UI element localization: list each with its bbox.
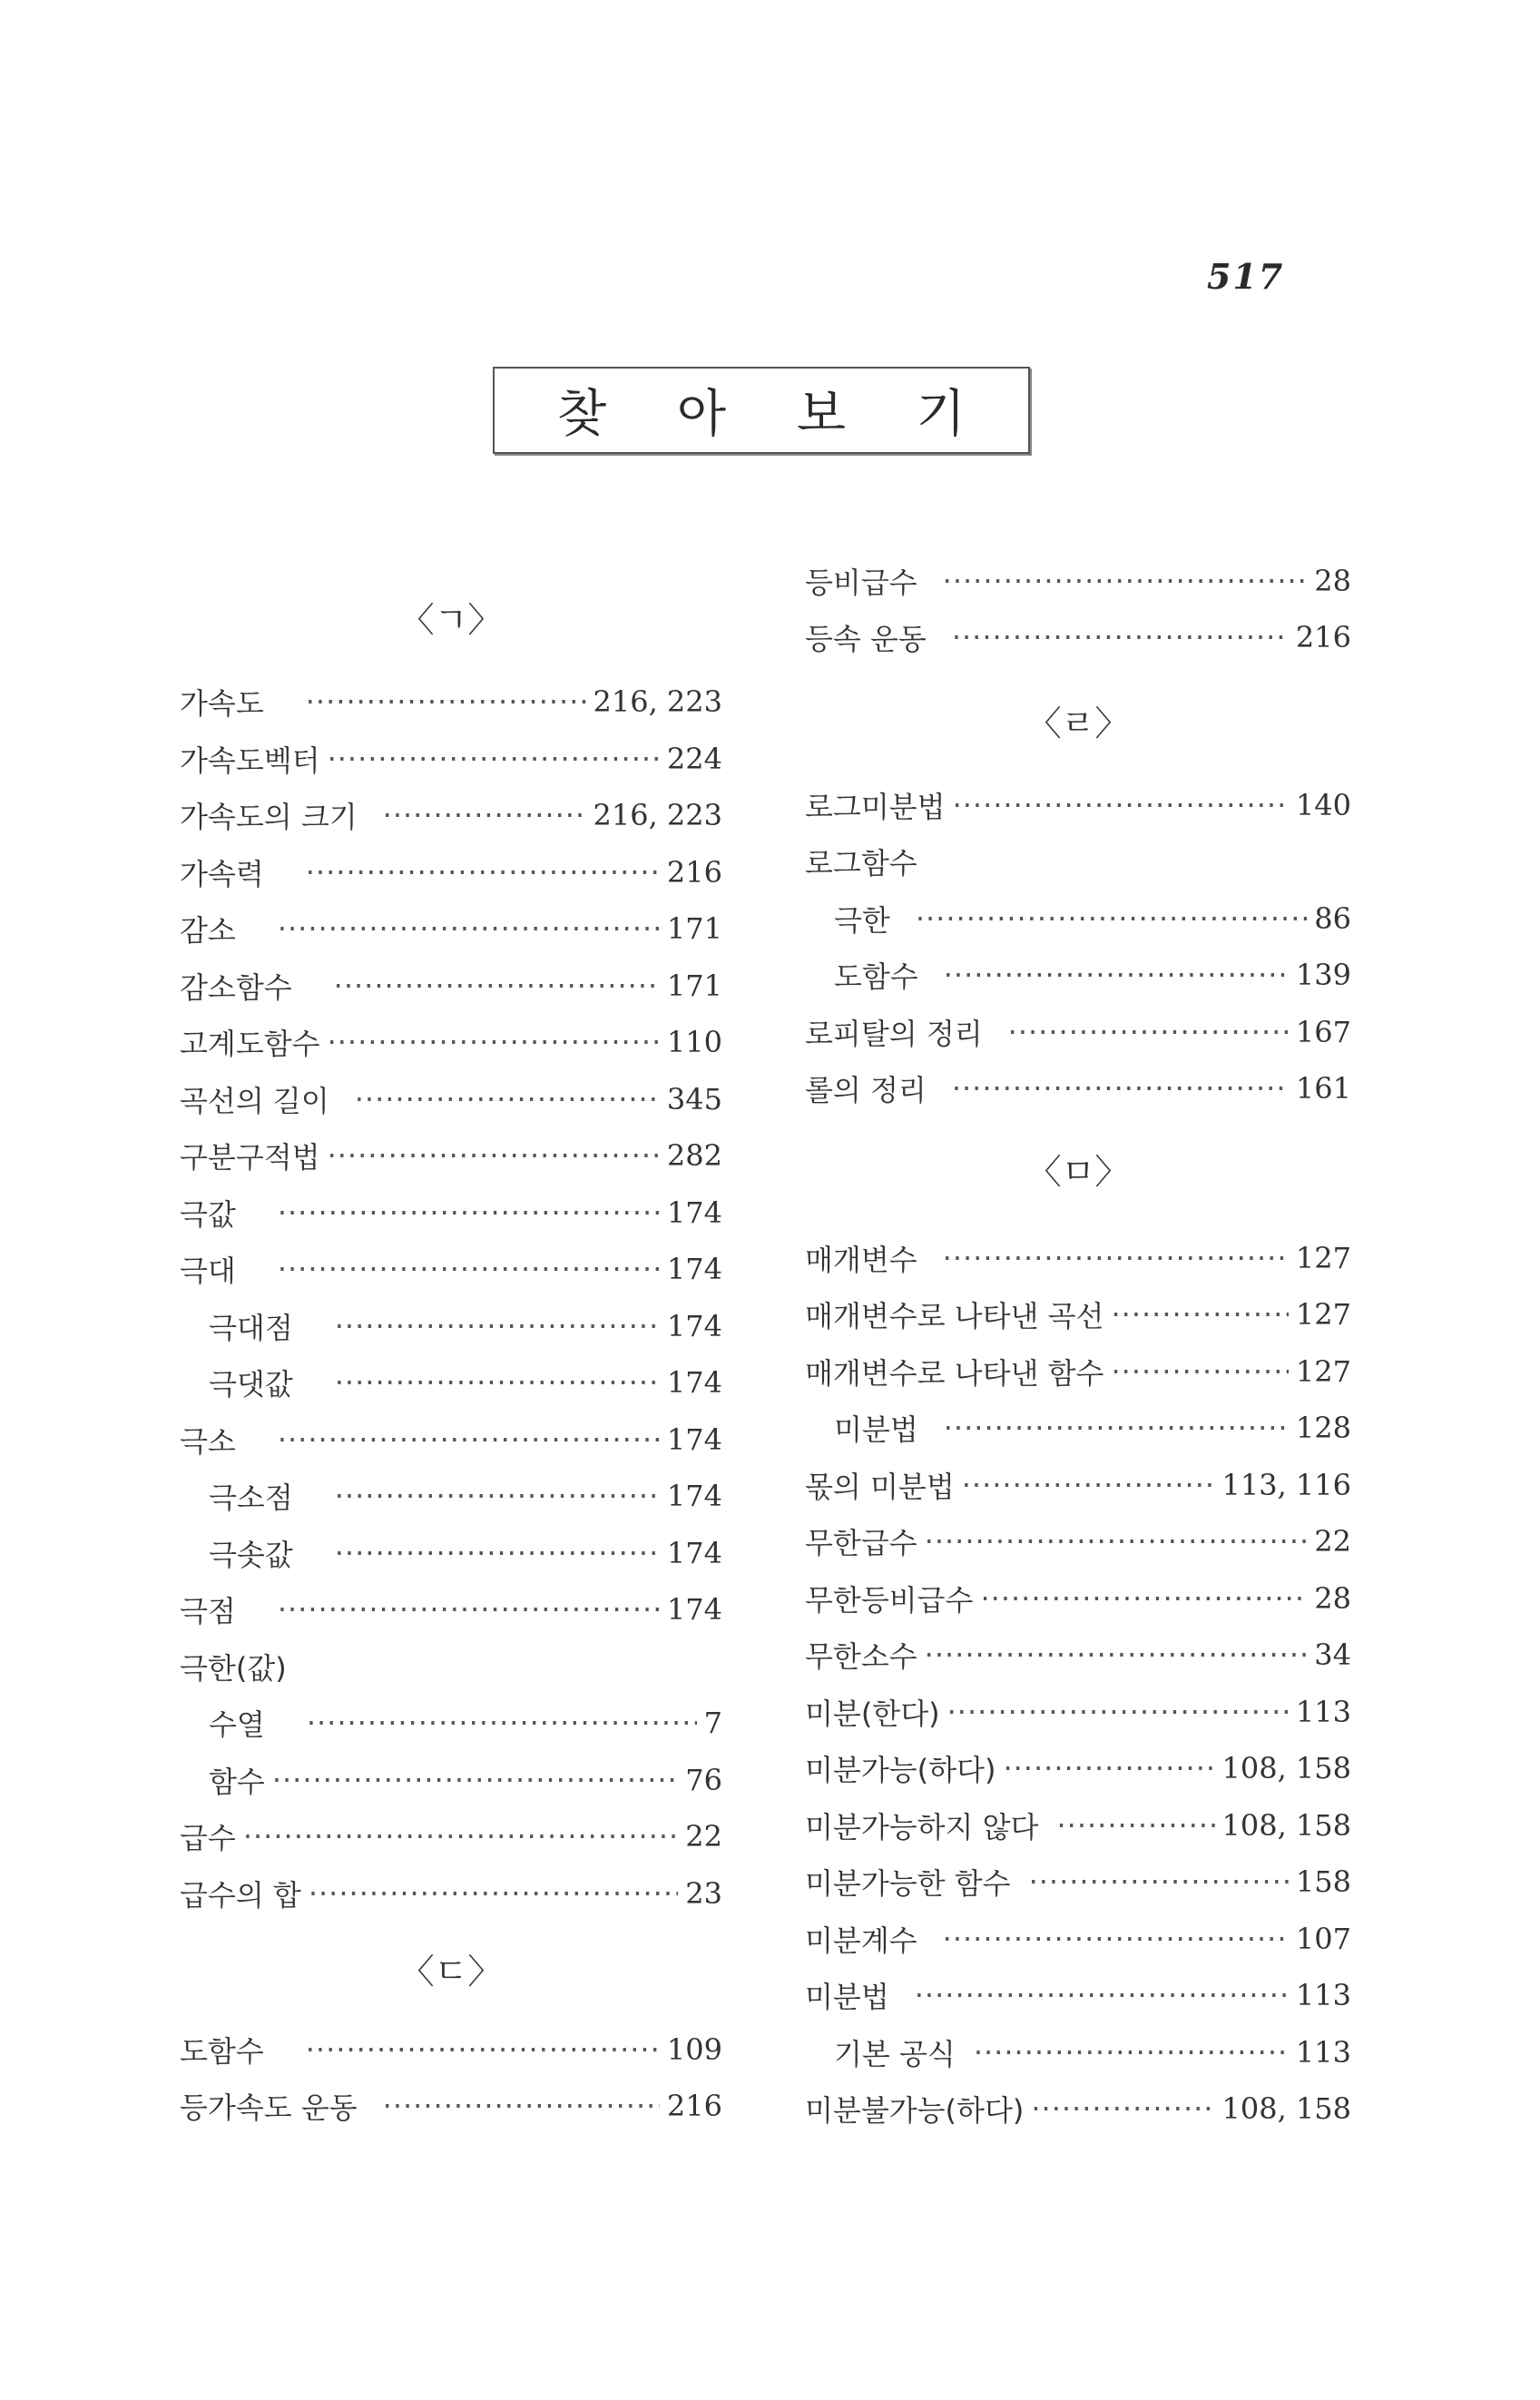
- section-heading-mieum: 〈ㅁ〉: [1026, 1151, 1130, 1192]
- index-entry: [180, 1190, 722, 1235]
- page-ref: 107: [1295, 1922, 1351, 1956]
- index-term: 무한급수: [805, 1526, 917, 1560]
- page-ref: 216, 223: [593, 684, 722, 719]
- index-term: 미분가능한 함수: [805, 1866, 1011, 1901]
- index-subentry: [834, 2030, 1351, 2075]
- leader-dots: [974, 2035, 1289, 2070]
- leader-dots: [335, 1365, 660, 1400]
- leader-dots: [980, 1581, 1307, 1616]
- index-term: 가속력: [180, 857, 264, 891]
- page-ref: 110: [666, 1025, 722, 1059]
- leader-dots: [306, 684, 586, 719]
- page-ref: 216: [1295, 620, 1351, 654]
- leader-dots: [278, 1422, 660, 1457]
- index-entry: [805, 1576, 1351, 1621]
- index-entry: [180, 1077, 722, 1122]
- page-ref: 171: [666, 911, 722, 946]
- index-entry: [805, 1689, 1351, 1735]
- page-ref: 174: [666, 1592, 722, 1627]
- page-ref: 127: [1295, 1241, 1351, 1275]
- page-ref: 216: [666, 855, 722, 890]
- leader-dots: [944, 958, 1289, 992]
- leader-dots: [952, 620, 1289, 654]
- index-entry: [805, 1859, 1351, 1904]
- index-term: 구분구적법: [180, 1140, 320, 1175]
- index-entry: [180, 2083, 722, 2129]
- index-term: 극한(값): [180, 1651, 287, 1686]
- page-ref: 23: [685, 1876, 722, 1911]
- index-entry: [805, 558, 1351, 604]
- index-term: 급수의 합: [180, 1878, 301, 1913]
- page-ref: 108, 158: [1221, 1751, 1351, 1785]
- page-ref: 28: [1314, 1581, 1351, 1616]
- leader-dots: [1056, 1808, 1214, 1843]
- page-ref: 7: [703, 1706, 722, 1740]
- page-ref: 167: [1295, 1015, 1351, 1049]
- index-term: 극한: [834, 903, 890, 938]
- index-term: 가속도: [180, 686, 264, 721]
- leader-dots: [306, 2032, 660, 2067]
- index-term: 극댓값: [209, 1367, 293, 1402]
- leader-dots: [334, 969, 660, 1003]
- index-entry: [805, 1803, 1351, 1848]
- index-entry: [805, 615, 1351, 660]
- page-number: 517: [1207, 256, 1285, 297]
- leader-dots: [307, 1706, 697, 1740]
- section-heading-giyeok: 〈ㄱ〉: [399, 599, 503, 640]
- page-ref: 174: [666, 1309, 722, 1343]
- index-entry: [805, 782, 1351, 828]
- index-subentry: [209, 1700, 722, 1746]
- section-heading-rieul: 〈ㄹ〉: [1026, 703, 1130, 743]
- index-entry: [180, 736, 722, 782]
- page-ref: 113, 116: [1221, 1468, 1351, 1502]
- leader-dots: [328, 742, 660, 776]
- index-entry: [180, 1587, 722, 1632]
- index-term: 미분가능하지 않다: [805, 1810, 1039, 1844]
- leader-dots: [1029, 1864, 1289, 1899]
- index-entry: [805, 1009, 1351, 1055]
- index-entry: [180, 850, 722, 895]
- index-term: 매개변수로 나타낸 함수: [805, 1356, 1104, 1391]
- leader-dots: [943, 1241, 1289, 1275]
- leader-dots: [335, 1309, 660, 1343]
- index-entry: [805, 1519, 1351, 1564]
- page-ref: 139: [1295, 958, 1351, 992]
- index-term: 극대점: [209, 1311, 293, 1345]
- index-entry: [805, 839, 1351, 884]
- page-ref: 216, 223: [593, 798, 722, 832]
- index-entry: [805, 1066, 1351, 1111]
- leader-dots: [962, 1468, 1215, 1502]
- index-term: 극솟값: [209, 1538, 293, 1572]
- leader-dots: [272, 1763, 678, 1797]
- index-entry: [180, 1814, 722, 1859]
- index-subentry: [209, 1360, 722, 1405]
- leader-dots: [383, 2089, 660, 2123]
- page-ref: 113: [1295, 2035, 1351, 2070]
- index-term: 가속도의 크기: [180, 800, 358, 834]
- leader-dots: [952, 1071, 1289, 1106]
- leader-dots: [1008, 1015, 1289, 1049]
- index-entry: [805, 1746, 1351, 1791]
- leader-dots: [1111, 1354, 1288, 1389]
- leader-dots: [309, 1876, 678, 1911]
- index-term: 롤의 정리: [805, 1073, 927, 1107]
- page-ref: 174: [666, 1536, 722, 1570]
- page-ref: 140: [1295, 788, 1351, 822]
- index-entry: [180, 1871, 722, 1916]
- leader-dots: [953, 788, 1289, 822]
- index-term: 미분불가능(하다): [805, 2093, 1025, 2128]
- index-title: 찾 아 보 기: [557, 385, 993, 444]
- index-term: 무한등비급수: [805, 1583, 974, 1618]
- index-term: 등비급수: [805, 566, 917, 600]
- leader-dots: [925, 1638, 1308, 1672]
- index-entry: [805, 1235, 1351, 1281]
- index-entry: [180, 906, 722, 951]
- index-term: 고계도함수: [180, 1027, 320, 1061]
- index-term: 매개변수: [805, 1243, 917, 1277]
- index-term: 극대: [180, 1254, 236, 1288]
- index-subentry: [209, 1473, 722, 1519]
- page-ref: 174: [666, 1252, 722, 1286]
- leader-dots: [335, 1536, 660, 1570]
- index-subentry: [834, 952, 1351, 998]
- index-term: 로그미분법: [805, 790, 946, 824]
- page-ref: 161: [1295, 1071, 1351, 1106]
- index-term: 기본 공식: [834, 2037, 956, 2071]
- leader-dots: [355, 1082, 660, 1116]
- page-ref: 128: [1295, 1411, 1351, 1445]
- leader-dots: [278, 1592, 660, 1627]
- index-term: 미분가능(하다): [805, 1753, 996, 1787]
- index-entry: [180, 679, 722, 724]
- page-ref: 174: [666, 1365, 722, 1400]
- index-entry: [180, 1417, 722, 1462]
- index-term: 함수: [209, 1765, 265, 1799]
- index-term: 도함수: [180, 2034, 264, 2069]
- index-term: 미분법: [805, 1980, 889, 2014]
- page-ref: 174: [666, 1422, 722, 1457]
- leader-dots: [328, 1025, 660, 1059]
- index-entry: [805, 1916, 1351, 1962]
- leader-dots: [1031, 2091, 1214, 2126]
- index-title-box: [493, 367, 1030, 454]
- section-heading-digeut: 〈ㄷ〉: [399, 1951, 503, 1992]
- index-subentry: [209, 1303, 722, 1349]
- index-entry: [180, 1644, 722, 1689]
- index-term: 급수: [180, 1821, 236, 1855]
- index-entry: [805, 1972, 1351, 2018]
- leader-dots: [943, 564, 1308, 598]
- index-term: 극소: [180, 1424, 236, 1459]
- page-ref: 216: [666, 2089, 722, 2123]
- index-entry: [805, 1292, 1351, 1337]
- index-entry: [805, 1462, 1351, 1508]
- index-term: 미분(한다): [805, 1697, 940, 1731]
- page-ref: 113: [1295, 1978, 1351, 2012]
- leader-dots: [916, 901, 1307, 936]
- page-ref: 113: [1295, 1695, 1351, 1729]
- index-entry: [805, 2086, 1351, 2131]
- page-ref: 158: [1295, 1864, 1351, 1899]
- index-term: 극값: [180, 1197, 236, 1232]
- index-term: 미분법: [834, 1412, 918, 1447]
- page-ref: 127: [1295, 1297, 1351, 1332]
- index-term: 등속 운동: [805, 622, 927, 656]
- index-subentry: [209, 1757, 722, 1803]
- page-ref: 28: [1314, 564, 1351, 598]
- index-term: 감소: [180, 913, 236, 948]
- leader-dots: [1111, 1297, 1288, 1332]
- page-ref: 22: [685, 1819, 722, 1854]
- index-term: 로그함수: [805, 846, 917, 880]
- index-entry: [180, 1133, 722, 1178]
- index-term: 곡선의 길이: [180, 1084, 329, 1118]
- index-subentry: [209, 1530, 722, 1576]
- index-term: 가속도벡터: [180, 743, 320, 778]
- page-ref: 109: [666, 2032, 722, 2067]
- leader-dots: [278, 1252, 660, 1286]
- index-entry: [805, 1632, 1351, 1677]
- index-term: 매개변수로 나타낸 곡선: [805, 1299, 1104, 1333]
- page-ref: 127: [1295, 1354, 1351, 1389]
- leader-dots: [1003, 1751, 1214, 1785]
- index-subentry: [834, 1405, 1351, 1451]
- page-ref: 171: [666, 969, 722, 1003]
- page-ref: 76: [685, 1763, 722, 1797]
- index-entry: [180, 963, 722, 1008]
- index-term: 수열: [209, 1707, 265, 1742]
- index-term: 무한소수: [805, 1639, 917, 1674]
- leader-dots: [306, 855, 660, 890]
- index-entry: [180, 1246, 722, 1292]
- leader-dots: [944, 1411, 1289, 1445]
- page-ref: 282: [666, 1138, 722, 1173]
- index-term: 극소점: [209, 1480, 293, 1515]
- leader-dots: [925, 1524, 1308, 1559]
- leader-dots: [243, 1819, 678, 1854]
- page-ref: 34: [1314, 1638, 1351, 1672]
- leader-dots: [915, 1978, 1289, 2012]
- leader-dots: [943, 1922, 1289, 1956]
- leader-dots: [278, 1195, 660, 1230]
- index-term: 도함수: [834, 959, 918, 994]
- page-ref: 224: [666, 742, 722, 776]
- page-ref: 174: [666, 1195, 722, 1230]
- index-subentry: [834, 896, 1351, 941]
- leader-dots: [335, 1479, 660, 1513]
- index-term: 극점: [180, 1594, 236, 1628]
- leader-dots: [328, 1138, 660, 1173]
- index-entry: [180, 792, 722, 838]
- page-ref: 108, 158: [1221, 2091, 1351, 2126]
- leader-dots: [947, 1695, 1289, 1729]
- index-term: 등가속도 운동: [180, 2090, 358, 2125]
- index-entry: [805, 1349, 1351, 1394]
- page-ref: 22: [1314, 1524, 1351, 1559]
- index-term: 미분계수: [805, 1923, 917, 1958]
- page-ref: 108, 158: [1221, 1808, 1351, 1843]
- index-term: 로피탈의 정리: [805, 1017, 983, 1051]
- index-entry: [180, 2027, 722, 2072]
- leader-dots: [383, 798, 586, 832]
- index-entry: [180, 1019, 722, 1065]
- index-term: 몫의 미분법: [805, 1470, 955, 1504]
- leader-dots: [278, 911, 660, 946]
- page-ref: 174: [666, 1479, 722, 1513]
- index-term: 감소함수: [180, 970, 292, 1005]
- page-ref: 345: [666, 1082, 722, 1116]
- page-ref: 86: [1314, 901, 1351, 936]
